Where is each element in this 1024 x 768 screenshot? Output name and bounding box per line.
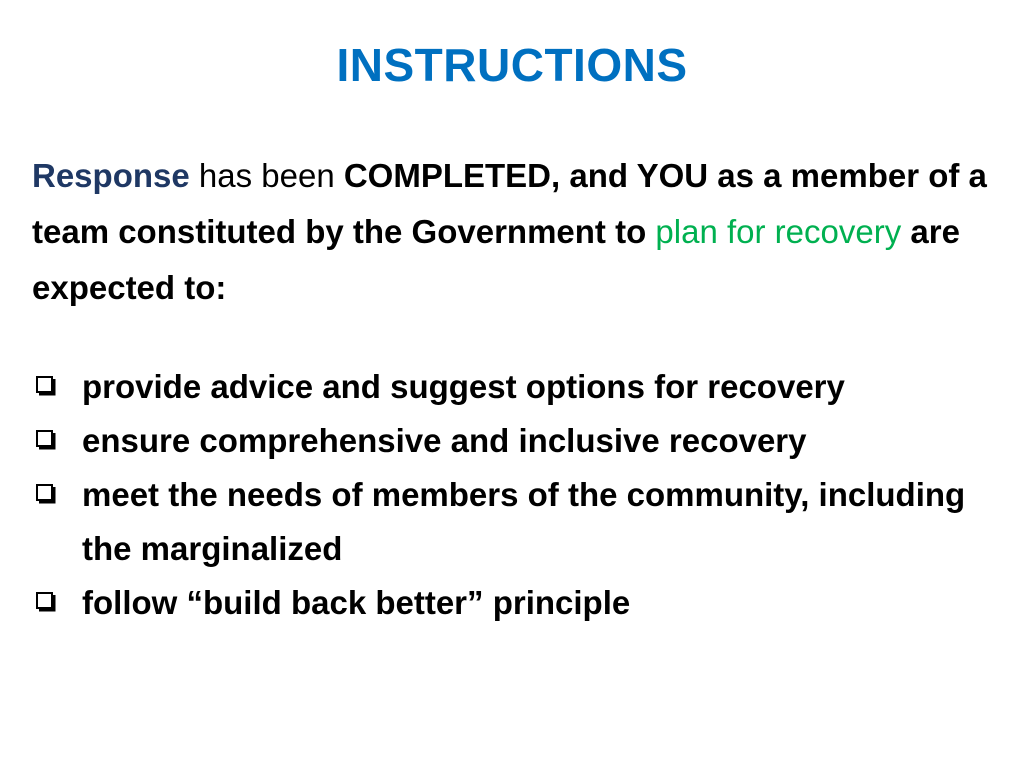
list-item-text: meet the needs of members of the community, including the marginalized bbox=[82, 476, 966, 567]
list-item bbox=[32, 576, 1012, 630]
list-item bbox=[32, 468, 1012, 576]
checkbox-icon bbox=[35, 483, 57, 505]
checkbox-icon bbox=[35, 429, 57, 451]
slide-title: INSTRUCTIONS bbox=[336, 39, 688, 91]
instruction-list bbox=[32, 360, 1012, 630]
plan-for-recovery-text: plan for recovery bbox=[655, 213, 902, 250]
list-item bbox=[32, 360, 1012, 414]
completed-text: COMPLETED, and YOU as a member of a team constituted by the Government to bbox=[32, 157, 987, 250]
expected-to-text: are expected to: bbox=[32, 213, 960, 306]
checkbox-icon bbox=[35, 375, 57, 397]
list-item-text: ensure comprehensive and inclusive recovery bbox=[82, 422, 807, 459]
response-word: Response bbox=[32, 157, 190, 194]
list-item-text: follow “build back better” principle bbox=[82, 584, 631, 621]
checkbox-icon bbox=[35, 591, 57, 613]
list-item-text: provide advice and suggest options for recovery bbox=[82, 368, 845, 405]
list-item bbox=[32, 414, 1012, 468]
has-been-text: has been bbox=[189, 157, 344, 194]
intro-paragraph bbox=[32, 148, 1012, 316]
